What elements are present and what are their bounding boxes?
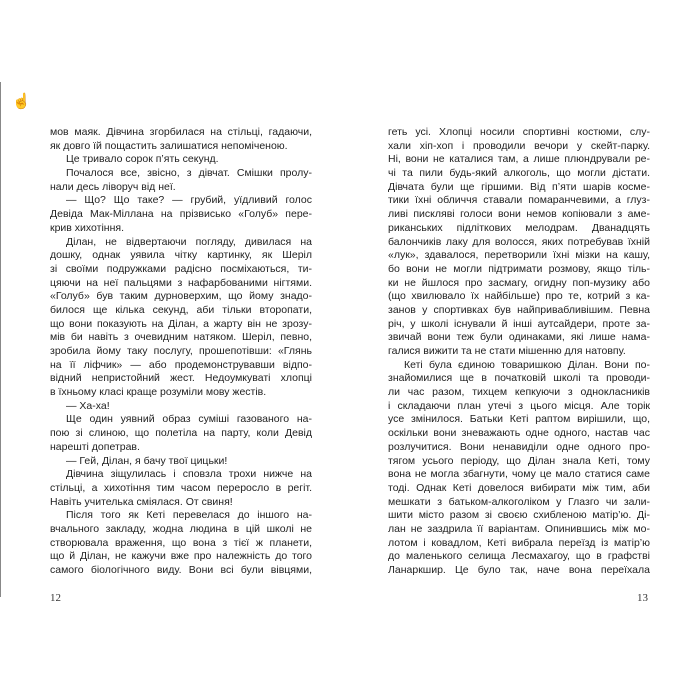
text-line: тягом усього періоду, що Ділан знала Кеті, тому	[388, 454, 650, 467]
paragraph	[50, 236, 312, 400]
text-line: Девіда Мак-Міллана на прізвисько «Голуб» пере-	[50, 208, 312, 221]
text-line: геть усі. Хлопці носили спортивні костюми, слу-	[388, 126, 650, 138]
text-line: тоді. Однак Кеті довелося вибирати між тим, аби	[388, 481, 650, 494]
text-line: балончиків лаку для волосся, яких потребував їхній	[388, 235, 650, 248]
left-page-text	[50, 126, 312, 578]
text-line: оскільки вони зневажають одне одного, настав час	[388, 427, 650, 440]
text-line: в їхньому класі краще розуміли мову жестів.	[50, 386, 267, 399]
text-line: що вони показують на Ділан, а жарту він не зрозу-	[50, 317, 312, 330]
text-line: «лук», здавалося, перетворили їхні мізки на кашу,	[388, 249, 650, 262]
text-line: на її ліфчик» — або продемонструвавши відпо-	[50, 358, 312, 371]
page-edge-divider	[0, 82, 1, 597]
text-line: бо вони не могли підтримати розмову, якщо тіль-	[388, 262, 650, 275]
text-line: розлучитися. Вони ненавиділи одне одного про-	[388, 440, 650, 453]
paragraph	[50, 126, 312, 153]
text-line: Ні, вони не каталися там, а лише плюндрували ре-	[388, 153, 650, 166]
text-line: Дівчата були ще гіршими. Від п’яти шарів косме-	[388, 180, 650, 193]
text-line: мів би навіть з очевидним натяком. Шеріл, певно,	[50, 331, 312, 344]
text-line: цяючи на неї пальцями з нафарбованими нігтями.	[50, 276, 312, 289]
paragraph	[388, 126, 650, 359]
text-line: Кеті була єдиною товаришкою Ділан. Вони по-	[404, 358, 650, 371]
text-line: вона не могла збагнути, чому це мало статися саме	[388, 468, 650, 481]
text-line: Дівчина зіщулилась і сповзла трохи нижче на	[66, 468, 312, 481]
text-line: нали десь ліворуч від неї.	[50, 180, 176, 193]
text-line: чі та пили будь-який алкоголь, що могли дістати.	[388, 167, 650, 180]
page-number-right: 13	[637, 592, 648, 604]
text-line: мов маяк. Дівчина згорбилася на стільці, гадаючи,	[50, 126, 312, 138]
text-line: — Ха-ха!	[66, 399, 110, 412]
text-line: ливі пискляві голоси вони немов копіювали з аме-	[388, 208, 650, 221]
text-line: ли час разом, тихцем кепкуючи з однокласників	[388, 386, 650, 399]
text-line: Це тривало сорок п’ять секунд.	[66, 153, 219, 166]
text-line: що й Ділан, не кажучи вже про належність до того	[50, 550, 312, 563]
text-line: самого біологічного виду. Вони всі були вівцями,	[50, 564, 312, 576]
text-line: лотом і ковадлом, Кеті вибрала переїзд із матір’ю	[388, 536, 650, 549]
paragraph	[50, 455, 312, 469]
page-number-left: 12	[50, 592, 61, 604]
text-line: річ, у школі існували й інші аутсайдери, проте за-	[388, 317, 650, 330]
paragraph	[50, 194, 312, 235]
paragraph	[50, 413, 312, 454]
hand-cursor-icon: ☝	[12, 93, 31, 110]
text-line: Навіть учителька сміялася. От свиня!	[50, 495, 233, 508]
text-line: галися вижити та не стати мішенню для натовпу.	[388, 345, 626, 357]
text-line: риканських підліткових мелодрам. Дванадцять	[388, 221, 650, 234]
text-line: стільці, а хихотіння тим часом переросло в регіт.	[50, 481, 312, 494]
text-line: лан не заздрила її варіантам. Опинившись між мо-	[388, 522, 650, 535]
text-line: зробила йому таку послугу, прошепотівши: «Глянь	[50, 345, 312, 357]
text-line: занов у спортивках був найпривабливішим. Певна	[388, 303, 650, 316]
text-line: «Голуб» був таким дурноверхим, що йому знадо-	[50, 290, 312, 303]
text-line: дошку, однак уявила чітку картинку, як Шеріл	[50, 249, 312, 262]
text-line: ки не йшлося про засмагу, огидну поп-музику або	[388, 276, 650, 289]
text-line: хали хіп-хоп і проводили вечори у скейт-парку.	[388, 139, 650, 152]
text-line: і складаючи план утечі з цього місця. Але торік	[388, 399, 650, 412]
text-line: шити місто разом зі своєю схибленою матір’ю. Ді-	[388, 509, 650, 522]
text-line: зі своїми подружками радісно посміхаються, ти-	[50, 262, 312, 275]
text-line: крив хихотіння.	[50, 221, 124, 234]
text-line: (що хвилювало їх найбільше) про те, котрий з ка-	[388, 290, 650, 303]
text-line: Ланаркшир. Це було так, наче вона переїхала	[388, 564, 650, 576]
text-line: вчального закладу, жодна людина в цій школі не	[50, 522, 312, 535]
text-line: Ділан, не відвертаючи погляду, дивилася на	[66, 235, 312, 248]
text-line: як довго їй пощастить залишатися непоміченою.	[50, 139, 288, 152]
text-line: Після того як Кеті перевелася до іншого на-	[66, 509, 312, 522]
text-line: до маленького селища Лесмахагоу, що в графстві	[388, 550, 650, 563]
text-line: нарешті допетрав.	[50, 440, 140, 453]
right-page-text	[388, 126, 650, 578]
text-line: створювала враження, що вона з тієї ж планети,	[50, 536, 312, 549]
text-line: усе змінилося. Батьки Кеті раптом вирішили, що,	[388, 413, 650, 426]
text-line: — Гей, Ділан, я бачу твої цицьки!	[66, 454, 228, 467]
paragraph	[388, 359, 650, 578]
text-line: тики їхні обличчя ставали помаранчевими, а глуз-	[388, 194, 650, 207]
text-line: відний непристойний жест. Недоумкуваті хлопці	[50, 372, 312, 385]
text-line: знайомилися ще в початковій школі та проводи-	[388, 372, 650, 385]
text-line: Почалося все, звісно, з дівчат. Смішки пролу-	[66, 167, 312, 180]
paragraph	[50, 400, 312, 414]
text-line: — Що? Що таке? — грубий, уїдливий голос	[66, 194, 312, 207]
text-line: Ще один уявний образ суміші газованого на-	[66, 413, 312, 426]
paragraph	[50, 167, 312, 194]
text-line: мешкати з батьком-алкоголіком у Глазго чи зали-	[388, 495, 650, 508]
paragraph	[50, 153, 312, 167]
text-line: билося ще кілька секунд, аби тільки второпати,	[50, 303, 312, 316]
paragraph	[50, 509, 312, 577]
paragraph	[50, 468, 312, 509]
text-line: звичай вони теж були одинаками, які лише нама-	[388, 331, 650, 344]
text-line: пою зі слиною, що полетіла на парту, коли Девід	[50, 427, 312, 440]
